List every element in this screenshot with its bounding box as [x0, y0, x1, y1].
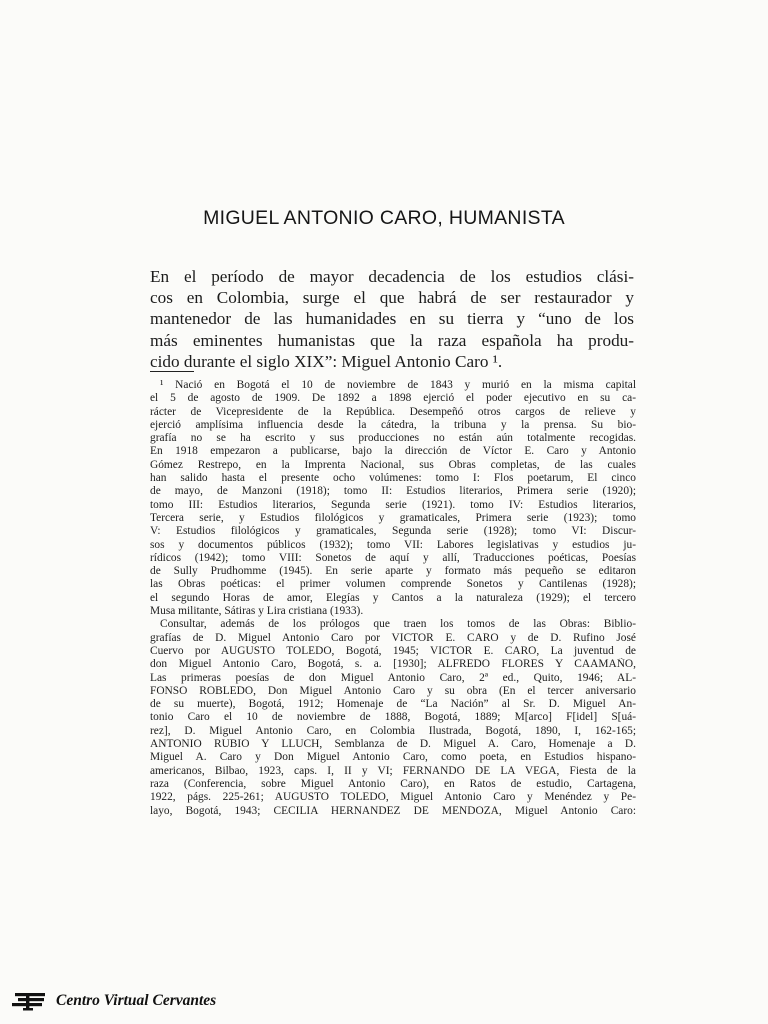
- footnote-line: ¹ Nació en Bogotá el 10 de noviembre de 1843 y murió en la misma capital: [160, 379, 636, 391]
- footnote-line: el segundo Horas de amor, Elegías y Cantos a la naturaleza (1929); el tercero: [150, 591, 636, 604]
- consult-line: grafías de D. Miguel Antonio Caro por VICTOR E. CARO y de D. Rufino José: [150, 631, 636, 644]
- intro-line: cos en Colombia, surge el que habrá de ser restaurador y: [150, 288, 634, 308]
- cervantes-logo-icon: [12, 991, 50, 1011]
- footnote-line: ejerció amplísima influencia desde la cátedra, la tribuna y la prensa. Su bio-: [150, 418, 636, 431]
- intro-paragraph: [150, 266, 634, 372]
- footnote-line: han salido hasta el presente ocho volúmenes: tomo I: Flos poetarum, El cinco: [150, 472, 636, 485]
- consult-line: layo, Bogotá, 1943; CECILIA HERNANDEZ DE MENDOZA, Miguel Antonio Caro:: [150, 804, 636, 817]
- footnote-line: Tercera serie, y Estudios filológicos y gramaticales, Primera serie (1923); tomo: [150, 511, 636, 524]
- footnote-line: sos y documentos públicos (1932); tomo VII: Labores legislativas y estudios ju-: [150, 538, 636, 551]
- consult-line: Miguel A. Caro y Don Miguel Antonio Caro, como poeta, en Estudios hispano-: [150, 751, 636, 764]
- footnote-line: el 5 de agosto de 1909. De 1892 a 1898 ejerció el poder ejecutivo en su ca-: [150, 392, 636, 405]
- consult-line: rez], D. Miguel Antonio Caro, en Colombia Ilustrada, Bogotá, 1890, I, 162-165;: [150, 724, 636, 737]
- consult-line: FONSO ROBLEDO, Don Miguel Antonio Caro y su obra (En el tercer aniversario: [150, 684, 636, 697]
- footer-label: Centro Virtual Cervantes: [56, 992, 217, 1009]
- intro-line: En el período de mayor decadencia de los estudios clási-: [150, 267, 634, 286]
- footnotes: [150, 379, 636, 818]
- footnote-line: V: Estudios filológicos y gramaticales, Segunda serie (1928); tomo VI: Discur-: [150, 525, 636, 538]
- intro-line: más eminentes humanistas que la raza española ha produ-: [150, 330, 634, 350]
- consult-line: Cuervo por AUGUSTO TOLEDO, Bogotá, 1945; VICTOR E. CARO, La juventud de: [150, 644, 636, 657]
- footnote-divider: [150, 371, 194, 372]
- footnote-line: tomo III: Estudios literarios, Segunda serie (1921). tomo IV: Estudios literarios,: [150, 498, 636, 511]
- footnote-line: rácter de Vicepresidente de la República. Desempeñó otros cargos de relieve y: [150, 405, 636, 418]
- footnote-line: rídicos (1942); tomo VIII: Sonetos de aquí y allí, Traducciones poéticas, Poesías: [150, 551, 636, 564]
- footnote-line: En 1918 empezaron a publicarse, bajo la dirección de Víctor E. Caro y Antonio: [150, 445, 636, 458]
- footnote-line: de Sully Prudhomme (1945). En serie aparte y formato más pequeño se editaron: [150, 565, 636, 578]
- page-title: MIGUEL ANTONIO CARO, HUMANISTA: [203, 207, 565, 229]
- footnote-line: grafía no se ha escrito y sus producciones no están aún totalmente recogidas.: [150, 432, 636, 445]
- consult-line: don Miguel Antonio Caro, Bogotá, s. a. [1930]; ALFREDO FLORES Y CAAMAÑO,: [150, 658, 636, 671]
- consult-line: tonio Caro el 10 de noviembre de 1888, Bogotá, 1889; M[arco] F[idel] S[uá-: [150, 711, 636, 724]
- consult-line: 1922, págs. 225-261; AUGUSTO TOLEDO, Miguel Antonio Caro y Menéndez y Pe-: [150, 791, 636, 804]
- footnote-line: de mayo, de Manzoni (1918); tomo II: Estudios literarios, Primera serie (1920);: [150, 485, 636, 498]
- consult-line: Las primeras poesías de don Miguel Antonio Caro, 2ª ed., Quito, 1946; AL-: [150, 671, 636, 684]
- consult-line: ANTONIO RUBIO Y LLUCH, Semblanza de D. Miguel A. Caro, Homenaje a D.: [150, 738, 636, 751]
- footnote-line: Musa militante, Sátiras y Lira cristiana (1933).: [150, 605, 364, 618]
- footnote-line: Gómez Restrepo, en la Imprenta Nacional, sus Obras completas, de las cuales: [150, 458, 636, 471]
- footer-brand[interactable]: [12, 990, 216, 1012]
- consult-line: Consultar, además de los prólogos que traen los tomos de las Obras: Biblio-: [160, 618, 636, 631]
- intro-line: cido durante el siglo XIX”: Miguel Antonio Caro ¹.: [150, 351, 503, 371]
- consult-line: de su muerte), Bogotá, 1912; Homenaje de “La Nación” al Sr. D. Miguel An-: [150, 698, 636, 711]
- consult-line: americanos, Bilbao, 1923, caps. I, II y VI; FERNANDO DE LA VEGA, Fiesta de la: [150, 764, 636, 777]
- intro-line: mantenedor de las humanidades en su tierra y “uno de los: [150, 309, 634, 329]
- footnote-line: las Obras poéticas: el primer volumen comprende Sonetos y Cantilenas (1928);: [150, 578, 636, 591]
- consult-line: raza (Conferencia, sobre Miguel Antonio Caro), en Ratos de estudio, Cartagena,: [150, 777, 636, 790]
